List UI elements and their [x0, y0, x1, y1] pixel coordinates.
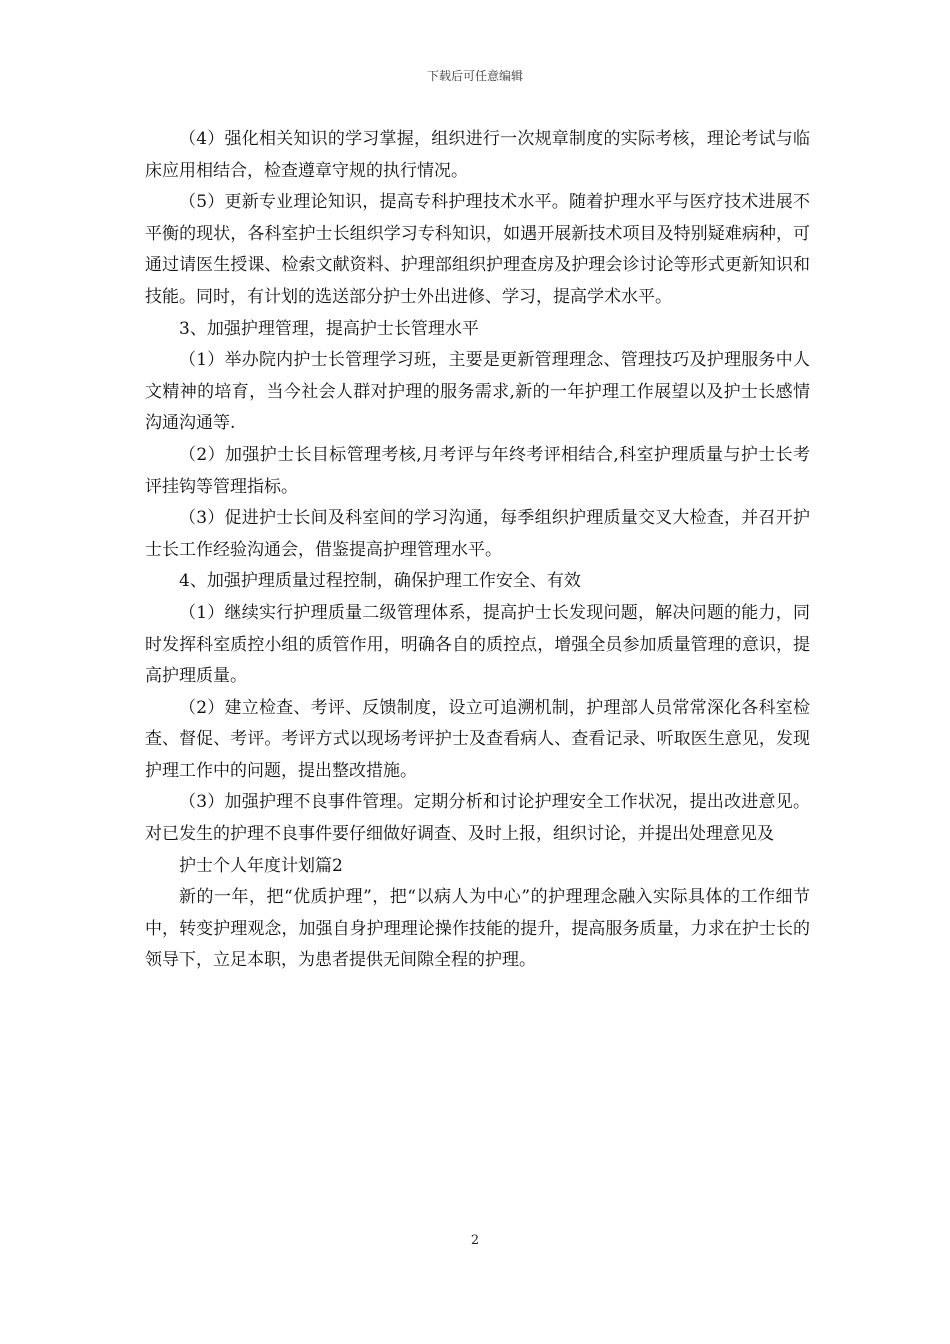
section-heading-3: 3、加强护理管理，提高护士长管理水平 [179, 318, 479, 339]
paragraph-2-target-assessment: （2）加强护士长目标管理考核,月考评与年终考评相结合,科室护理质量与护士长考评挂钩等管理指标。 [145, 444, 810, 497]
section-heading-plan-2: 护士个人年度计划篇2 [179, 855, 343, 876]
paragraph-3-adverse-events: （3）加强护理不良事件管理。定期分析和讨论护理安全工作状况，提出改进意见。对已发生的护理不良事件要仔细做好调查、及时上报，组织讨论，并提出处理意见及 [145, 792, 810, 845]
document-body [145, 124, 810, 977]
section-heading-4: 4、加强护理质量过程控制，确保护理工作安全、有效 [179, 571, 581, 592]
paragraph-1-head-nurse-training: （1）举办院内护士长管理学习班，主要是更新管理理念、管理技巧及护理服务中人文精神的培育，当今社会人群对护理的服务需求,新的一年护理工作展望以及护士长感情沟通沟通等. [145, 350, 810, 434]
paragraph-2-inspection: （2）建立检查、考评、反馈制度，设立可追溯机制，护理部人员常常深化各科室检查、督促、考评。考评方式以现场考评护士及查看病人、查看记录、听取医生意见，发现护理工作中的问题，提出整改措施。 [145, 697, 810, 781]
page-header: 下载后可任意编辑 [426, 69, 523, 83]
paragraph-5-update-knowledge: （5）更新专业理论知识，提高专科护理技术水平。随着护理水平与医疗技术进展不平衡的现状，各科室护士长组织学习专科知识，如遇开展新技术项目及特别疑难病种，可通过请医生授课、检索文献资料、护理部组织护理查房及护理会诊讨论等形式更新知识和技能。同时，有计划的选送部分护士外出进修、学习，提高学术水平。 [145, 192, 810, 307]
paragraph-new-year-plan: 新的一年，把“优质护理”，把“以病人为中心”的护理理念融入实际具体的工作细节中，转变护理观念，加强自身护理理论操作技能的提升，提高服务质量，力求在护士长的领导下，立足本职，为患者提供无间隙全程的护理。 [145, 887, 810, 971]
page-number: 2 [470, 1233, 480, 1248]
paragraph-3-exchange: （3）促进护士长间及科室间的学习沟通，每季组织护理质量交叉大检查，并召开护士长工作经验沟通会，借鉴提高护理管理水平。 [145, 508, 810, 560]
paragraph-1-quality-system: （1）继续实行护理质量二级管理体系，提高护士长发现问题，解决问题的能力，同时发挥科室质控小组的质管作用，明确各自的质控点，增强全员参加质量管理的意识，提高护理质量。 [145, 602, 810, 687]
paragraph-4-rules-exam: （4）强化相关知识的学习掌握，组织进行一次规章制度的实际考核，理论考试与临床应用相结合，检查遵章守规的执行情况。 [145, 129, 810, 181]
